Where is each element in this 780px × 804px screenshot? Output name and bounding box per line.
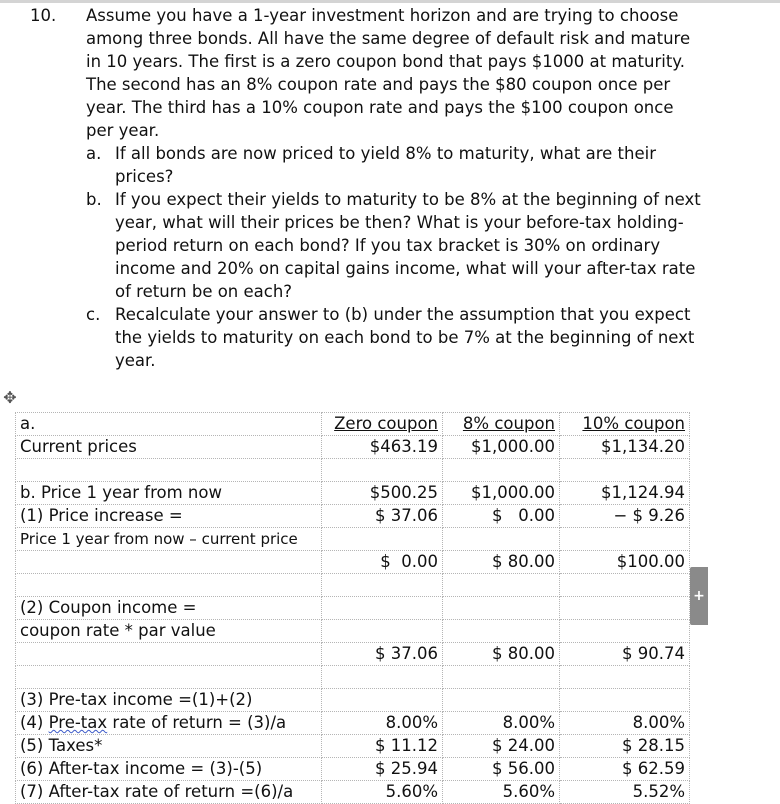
table-cell: $ 62.59 [560, 758, 690, 781]
label-part: (4) [20, 713, 49, 732]
table-row [16, 551, 690, 574]
empty-cell [560, 459, 690, 482]
row-label: Price 1 year from now – current price [16, 528, 322, 551]
empty-cell [322, 666, 443, 689]
answer-table [15, 412, 690, 804]
table-row [16, 482, 690, 505]
question-part-c [86, 303, 706, 372]
table-cell: 8.00% [322, 712, 443, 735]
part-text: If all bonds are now priced to yield 8% to maturity, what are their prices? [115, 144, 656, 186]
row-label: (2) Coupon income = [16, 597, 322, 620]
empty-cell [322, 620, 443, 643]
table-cell: $1,134.20 [560, 436, 690, 459]
empty-cell [16, 643, 322, 666]
row-label: (5) Taxes* [16, 735, 322, 758]
table-cell: $100.00 [560, 551, 690, 574]
table-row [16, 735, 690, 758]
table-row [16, 505, 690, 528]
table-row [16, 643, 690, 666]
table-cell: $1,124.94 [560, 482, 690, 505]
empty-cell [443, 597, 560, 620]
table-cell: $ 0.00 [322, 551, 443, 574]
empty-cell [443, 689, 560, 712]
question-text [86, 4, 706, 372]
top-border [0, 0, 780, 3]
table-cell: $1,000.00 [443, 482, 560, 505]
table-cell: $ 90.74 [560, 643, 690, 666]
header-8pct-coupon: 8% coupon [443, 413, 560, 436]
empty-cell [560, 666, 690, 689]
empty-cell [16, 666, 322, 689]
empty-cell [560, 620, 690, 643]
empty-cell [322, 528, 443, 551]
empty-cell [560, 528, 690, 551]
label-part: rate of return = (3)/a [107, 713, 287, 732]
table-cell: 5.60% [322, 781, 443, 804]
empty-cell [443, 574, 560, 597]
table-row [16, 528, 690, 551]
table-cell: $ 80.00 [443, 551, 560, 574]
table-row [16, 574, 690, 597]
add-column-button[interactable]: + [690, 567, 708, 625]
table-cell: $ 11.12 [322, 735, 443, 758]
table-row [16, 620, 690, 643]
table-cell: $1,000.00 [443, 436, 560, 459]
part-text: If you expect their yields to maturity to be 8% at the beginning of next year, what will their prices be then? What is your before-tax holding-period return on each bond? If you tax bracket is 30% on ordinary income and 20% on capital gains income, what will your after-tax rate of return be on each? [115, 190, 701, 301]
row-label: Current prices [16, 436, 322, 459]
question-part-b [86, 188, 706, 303]
empty-cell [443, 528, 560, 551]
question-part-a [86, 142, 706, 188]
question-intro: Assume you have a 1-year investment horizon and are trying to choose among three bonds. All have the same degree of default risk and mature in 10 years. The first is a zero coupon bond that pays $1000 at maturity. The second has an 8% coupon rate and pays the $80 coupon once per year. The third has a 10% coupon rate and pays the $100 coupon once per year. [86, 6, 691, 140]
table-cell: $ 28.15 [560, 735, 690, 758]
empty-cell [443, 666, 560, 689]
table-cell: 5.52% [560, 781, 690, 804]
row-sublabel: coupon rate * par value [16, 620, 322, 643]
empty-cell [322, 597, 443, 620]
table-cell: − $ 9.26 [560, 505, 690, 528]
empty-cell [322, 689, 443, 712]
part-label: b. [86, 190, 102, 209]
part-label: a. [86, 144, 102, 163]
table-cell: $ 37.06 [322, 505, 443, 528]
part-label: c. [86, 305, 101, 324]
row-label: (1) Price increase = [16, 505, 322, 528]
empty-cell [16, 459, 322, 482]
empty-cell [322, 459, 443, 482]
table-cell: $ 37.06 [322, 643, 443, 666]
table-cell: 5.60% [443, 781, 560, 804]
table-cell: $463.19 [322, 436, 443, 459]
part-text: Recalculate your answer to (b) under the assumption that you expect the yields to maturity on each bond to be 7% at the beginning of next year. [115, 305, 695, 370]
table-row [16, 413, 690, 436]
table-row [16, 758, 690, 781]
table-row [16, 712, 690, 735]
row-label: (3) Pre-tax income =(1)+(2) [16, 689, 322, 712]
table-row [16, 666, 690, 689]
header-10pct-coupon: 10% coupon [560, 413, 690, 436]
question-parts [86, 142, 706, 372]
table-row [16, 689, 690, 712]
table-cell: $ 80.00 [443, 643, 560, 666]
table-cell: $ 25.94 [322, 758, 443, 781]
empty-cell [560, 689, 690, 712]
empty-cell [443, 459, 560, 482]
table-row [16, 597, 690, 620]
table-move-handle-icon[interactable]: ✥ [3, 388, 17, 407]
empty-cell [16, 574, 322, 597]
table-row [16, 436, 690, 459]
table-cell: 8.00% [443, 712, 560, 735]
table-cell: $ 0.00 [443, 505, 560, 528]
empty-cell [560, 597, 690, 620]
row-label: (6) After-tax income = (3)-(5) [16, 758, 322, 781]
header-zero-coupon: Zero coupon [322, 413, 443, 436]
spellcheck-word: Pre-tax [48, 713, 108, 732]
table-cell: $ 56.00 [443, 758, 560, 781]
row-label: b. Price 1 year from now [16, 482, 322, 505]
table-cell: $ 24.00 [443, 735, 560, 758]
table-cell: $500.25 [322, 482, 443, 505]
empty-cell [16, 551, 322, 574]
empty-cell [443, 620, 560, 643]
empty-cell [560, 574, 690, 597]
table-row [16, 781, 690, 804]
row-label [16, 712, 322, 735]
table-row [16, 459, 690, 482]
section-label-a: a. [16, 413, 322, 436]
question-number: 10. [30, 6, 57, 25]
table-cell: 8.00% [560, 712, 690, 735]
empty-cell [322, 574, 443, 597]
row-label: (7) After-tax rate of return =(6)/a [16, 781, 322, 804]
